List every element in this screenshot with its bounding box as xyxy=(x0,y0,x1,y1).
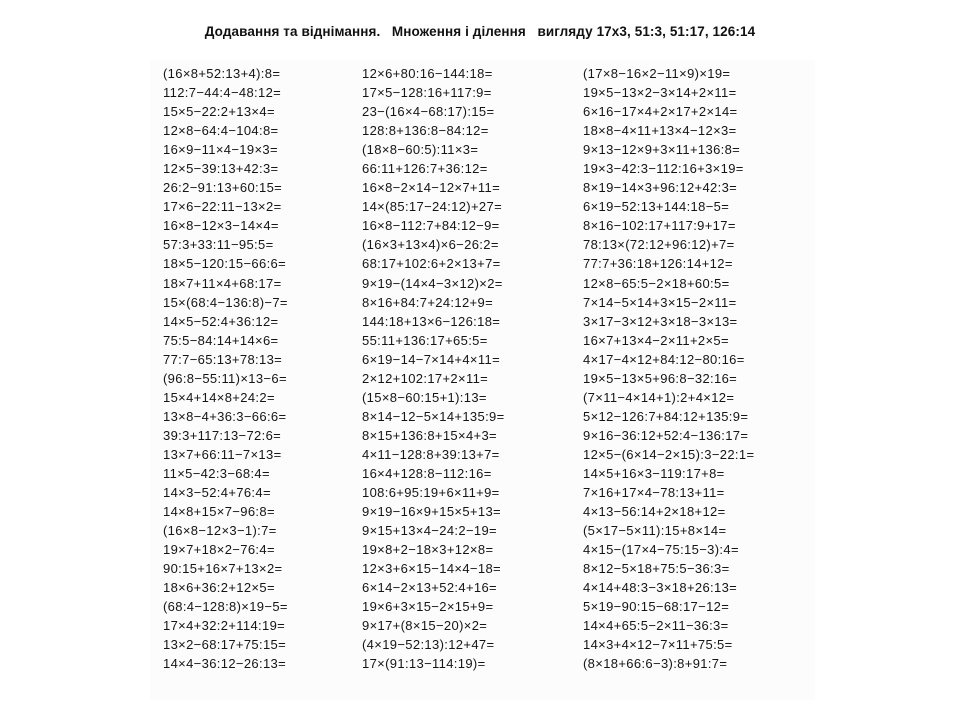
math-expression: 77:7−65:13+78:13= xyxy=(163,351,283,367)
math-expression: 8×12−5×18+75:5−36:3= xyxy=(583,561,730,577)
math-expression: 4×14+48:3−3×18+26:13= xyxy=(583,580,738,596)
math-expression: 68:17+102:6+2×13+7= xyxy=(362,256,501,272)
math-expression: 26:2−91:13+60:15= xyxy=(163,180,283,196)
math-expression: 144:18+13×6−126:18= xyxy=(362,313,501,329)
math-expression: 8×16−102:17+117:9+17= xyxy=(583,218,736,234)
math-expression: (16×3+13×4)×6−26:2= xyxy=(362,237,499,253)
expression-column-3 xyxy=(583,64,754,674)
math-expression: 39:3+117:13−72:6= xyxy=(163,427,282,443)
math-expression: 19×6+3×15−2×15+9= xyxy=(362,599,494,615)
math-expression: 12×5−(6×14−2×15):3−22:1= xyxy=(583,446,755,462)
math-expression: (15×8−60:15+1):13= xyxy=(362,389,487,405)
math-expression: 14×5+16×3−119:17+8= xyxy=(583,465,725,481)
math-expression: 4×17−4×12+84:12−80:16= xyxy=(583,351,745,367)
math-expression: 12×8−64:4−104:8= xyxy=(163,123,279,139)
math-expression: (7×11−4×14+1):2+4×12= xyxy=(583,389,735,405)
math-expression: 17×(91:13−114:19)= xyxy=(362,656,486,672)
math-expression: (8×18+66:6−3):8+91:7= xyxy=(583,656,728,672)
math-expression: 14×4+65:5−2×11−36:3= xyxy=(583,618,729,634)
math-expression: 15×(68:4−136:8)−7= xyxy=(163,294,288,310)
math-expression: 18×5−120:15−66:6= xyxy=(163,256,287,272)
math-expression: 23−(16×4−68:17):15= xyxy=(362,104,495,120)
math-expression: 4×11−128:8+39:13+7= xyxy=(362,446,500,462)
math-expression: 13×8−4+36:3−66:6= xyxy=(163,408,287,424)
math-expression: 14×4−36:12−26:13= xyxy=(163,656,287,672)
math-expression: 9×17+(8×15−20)×2= xyxy=(362,618,488,634)
math-expression: 9×19−(14×4−3×12)×2= xyxy=(362,275,503,291)
math-expression: 14×3+4×12−7×11+75:5= xyxy=(583,637,733,653)
math-expression: (16×8−12×3−1):7= xyxy=(163,523,277,539)
math-expression: 12×6+80:16−144:18= xyxy=(362,66,493,81)
math-expression: 12×3+6×15−14×4−18= xyxy=(362,561,501,577)
math-expression: 6×19−14−7×14+4×11= xyxy=(362,351,501,367)
math-expression: 17×4+32:2+114:19= xyxy=(163,618,286,634)
math-expression: 8×14−12−5×14+135:9= xyxy=(362,408,505,424)
math-expression: 19×3−42:3−112:16+3×19= xyxy=(583,161,744,177)
math-expression: 16×8−112:7+84:12−9= xyxy=(362,218,500,234)
math-expression: 16×4+128:8−112:16= xyxy=(362,465,492,481)
math-expression: 13×2−68:17+75:15= xyxy=(163,637,287,653)
math-expression: 18×7+11×4+68:17= xyxy=(163,275,282,291)
math-expression: 18×6+36:2+12×5= xyxy=(163,580,275,596)
math-expression: 9×19−16×9+15×5+13= xyxy=(362,504,501,520)
math-expression: 3×17−3×12+3×18−3×13= xyxy=(583,313,738,329)
math-expression: 12×8−65:5−2×18+60:5= xyxy=(583,275,730,291)
math-expression: 6×19−52:13+144:18−5= xyxy=(583,199,730,215)
math-expression: 108:6+95:19+6×11+9= xyxy=(362,485,500,501)
math-expression: (17×8−16×2−11×9)×19= xyxy=(583,66,731,81)
math-expression: 4×13−56:14+2×18+12= xyxy=(583,504,726,520)
math-expression: 90:15+16×7+13×2= xyxy=(163,561,283,577)
math-expression: 4×15−(17×4−75:15−3):4= xyxy=(583,542,739,558)
math-expression: 14×8+15×7−96:8= xyxy=(163,504,275,520)
math-expression: 8×16+84:7+24:12+9= xyxy=(362,294,494,310)
math-expression: 8×19−14×3+96:12+42:3= xyxy=(583,180,738,196)
expression-column-1 xyxy=(163,64,288,674)
math-expression: 12×5−39:13+42:3= xyxy=(163,161,279,177)
math-expression: 112:7−44:4−48:12= xyxy=(163,85,282,101)
math-expression: 9×16−36:12+52:4−136:17= xyxy=(583,427,749,443)
math-expression: 77:7+36:18+126:14+12= xyxy=(583,256,733,272)
math-expression: 55:11+136:17+65:5= xyxy=(362,332,488,348)
math-expression: 15×5−22:2+13×4= xyxy=(163,104,275,120)
math-expression: 11×5−42:3−68:4= xyxy=(163,465,270,481)
math-expression: 16×8−12×3−14×4= xyxy=(163,218,279,234)
worksheet-title: Додавання та віднімання. Множення і ділення вигляду 17х3, 51:3, 51:17, 126:14 xyxy=(204,24,756,39)
math-expression: 5×12−126:7+84:12+135:9= xyxy=(583,408,749,424)
math-expression: 14×3−52:4+76:4= xyxy=(163,485,271,501)
math-expression: 13×7+66:11−7×13= xyxy=(163,446,282,462)
math-expression: 8×15+136:8+15×4+3= xyxy=(362,427,497,443)
math-expression: 78:13×(72:12+96:12)+7= xyxy=(583,237,735,253)
math-expression: 9×15+13×4−24:2−19= xyxy=(362,523,497,539)
math-expression: 19×5−13×5+96:8−32:16= xyxy=(583,370,738,386)
math-expression: 6×14−2×13+52:4+16= xyxy=(362,580,497,596)
math-expression: 128:8+136:8−84:12= xyxy=(362,123,489,139)
math-expression: 66:11+126:7+36:12= xyxy=(362,161,488,177)
math-expression: 7×16+17×4−78:13+11= xyxy=(583,485,725,501)
math-expression: 6×16−17×4+2×17+2×14= xyxy=(583,104,738,120)
math-expression: 19×8+2−18×3+12×8= xyxy=(362,542,494,558)
math-expression: 18×8−4×11+13×4−12×3= xyxy=(583,123,737,139)
math-expression: 16×9−11×4−19×3= xyxy=(163,142,278,158)
expression-column-2 xyxy=(362,64,505,674)
math-expression: (16×8+52:13+4):8= xyxy=(163,66,281,81)
math-expression: 2×12+102:17+2×11= xyxy=(362,370,489,386)
math-expression: 7×14−5×14+3×15−2×11= xyxy=(583,294,737,310)
math-expression: 19×5−13×2−3×14+2×11= xyxy=(583,85,737,101)
math-expression: 16×7+13×4−2×11+2×5= xyxy=(583,332,729,348)
math-expression: (4×19−52:13):12+47= xyxy=(362,637,495,653)
math-expression: 14×5−52:4+36:12= xyxy=(163,313,279,329)
math-expression: (68:4−128:8)×19−5= xyxy=(163,599,288,615)
math-expression: (96:8−55:11)×13−6= xyxy=(163,370,287,386)
math-expression: 14×(85:17−24:12)+27= xyxy=(362,199,503,215)
math-expression: 19×7+18×2−76:4= xyxy=(163,542,275,558)
math-expression: 75:5−84:14+14×6= xyxy=(163,332,279,348)
math-expression: 5×19−90:15−68:17−12= xyxy=(583,599,730,615)
math-expression: (18×8−60:5):11×3= xyxy=(362,142,479,158)
math-expression: 9×13−12×9+3×11+136:8= xyxy=(583,142,741,158)
math-expression: 16×8−2×14−12×7+11= xyxy=(362,180,501,196)
math-expression: 17×5−128:16+117:9= xyxy=(362,85,492,101)
math-expression: 57:3+33:11−95:5= xyxy=(163,237,274,253)
math-expression: (5×17−5×11):15+8×14= xyxy=(583,523,727,539)
math-expression: 17×6−22:11−13×2= xyxy=(163,199,282,215)
math-expression: 15×4+14×8+24:2= xyxy=(163,389,275,405)
